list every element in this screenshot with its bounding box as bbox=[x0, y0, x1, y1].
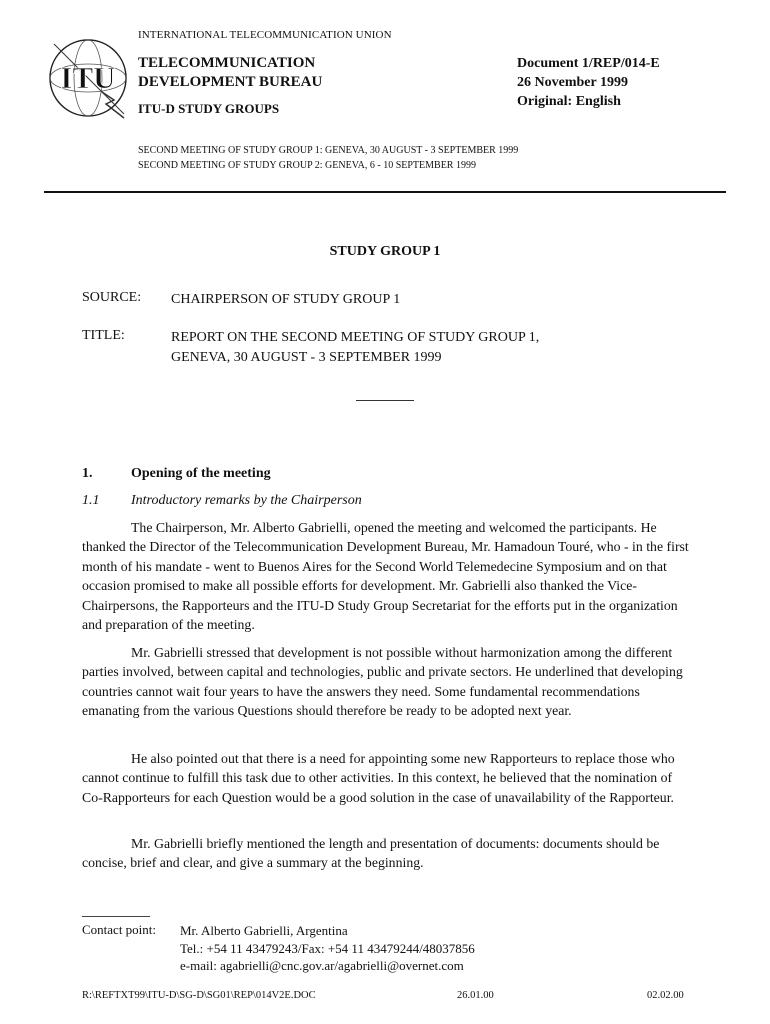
subsection-number: 1.1 bbox=[82, 493, 100, 508]
separator-line bbox=[356, 400, 414, 401]
bureau-line-2: DEVELOPMENT BUREAU bbox=[138, 74, 323, 90]
source-label: SOURCE: bbox=[82, 290, 142, 305]
contact-name: Mr. Alberto Gabrielli, Argentina bbox=[180, 923, 348, 938]
title-line-2: GENEVA, 30 AUGUST - 3 SEPTEMBER 1999 bbox=[171, 350, 442, 365]
header-divider bbox=[44, 191, 726, 193]
contact-details bbox=[180, 922, 475, 975]
bureau-name bbox=[138, 54, 322, 92]
document-info bbox=[517, 54, 660, 111]
meeting-lines bbox=[138, 143, 518, 173]
contact-phone: Tel.: +54 11 43479243/Fax: +54 11 43479244/48037856 bbox=[180, 940, 475, 956]
logo-text: ITU bbox=[60, 60, 116, 95]
title-label: TITLE: bbox=[82, 328, 125, 343]
body-paragraph-1: The Chairperson, Mr. Alberto Gabrielli, opened the meeting and welcomed the participants. He thanked the Director of the Telecommunication Development Bureau, Mr. Hamadoun Touré, who - in the first month of his mandate - went to Buenos Aires for the Second World Telemedecine Symposium and on that occasion promised to make all possible efforts for development. Mr. Gabrielli also thanked the Vice-Chairpersons, the Rapporteurs and the ITU-D Study Group Secretariat for the efforts put in the organization and preparation of the meeting. bbox=[82, 520, 689, 633]
body-paragraph-2: Mr. Gabrielli stressed that development is not possible without harmonization among the different parties involved, between capital and technologies, public and private sectors. He underlined that developing countries cannot wait four years to have the answers they need. Some fundamental recommendations emanating from the various Questions should therefore be ready to be adopted next year. bbox=[82, 645, 683, 719]
section-heading: Opening of the meeting bbox=[131, 466, 271, 481]
source-value: CHAIRPERSON OF STUDY GROUP 1 bbox=[171, 292, 401, 307]
meeting-line-1: SECOND MEETING OF STUDY GROUP 1: GENEVA, 30 AUGUST - 3 SEPTEMBER 1999 bbox=[138, 145, 519, 156]
contact-email: e-mail: agabrielli@cnc.gov.ar/agabrielli@overnet.com bbox=[180, 958, 464, 973]
itu-logo bbox=[44, 34, 134, 124]
document-original-language: Original: English bbox=[517, 94, 621, 109]
organization-name: INTERNATIONAL TELECOMMUNICATION UNION bbox=[138, 29, 392, 41]
footer-file-path: R:\REFTXT99\ITU-D\SG-D\SG01\REP\014V2E.DOC bbox=[82, 990, 316, 1001]
footer-date-1: 26.01.00 bbox=[457, 990, 494, 1001]
bureau-line-1: TELECOMMUNICATION bbox=[138, 55, 316, 71]
footnote-divider bbox=[82, 916, 150, 917]
study-group-title: STUDY GROUP 1 bbox=[329, 244, 441, 259]
footer-date-2: 02.02.00 bbox=[647, 990, 684, 1001]
document-number: Document 1/REP/014-E bbox=[517, 56, 660, 71]
meeting-line-2: SECOND MEETING OF STUDY GROUP 2: GENEVA, 6 - 10 SEPTEMBER 1999 bbox=[138, 160, 476, 171]
title-line-1: REPORT ON THE SECOND MEETING OF STUDY GROUP 1, bbox=[171, 330, 540, 345]
study-groups-label: ITU-D STUDY GROUPS bbox=[138, 101, 280, 116]
body-paragraph-3: He also pointed out that there is a need for appointing some new Rapporteurs to replace those who cannot continue to fulfill this task due to other activities. In this context, he believed that the nomination of Co-Rapporteurs for each Question would be a good solution in the case of unavailability of the Rapporteur. bbox=[82, 751, 675, 805]
section-number: 1. bbox=[82, 466, 93, 481]
subsection-heading: Introductory remarks by the Chairperson bbox=[131, 493, 362, 508]
title-value bbox=[171, 328, 539, 368]
document-date: 26 November 1999 bbox=[517, 75, 628, 90]
contact-label: Contact point: bbox=[82, 922, 157, 937]
body-paragraph-4: Mr. Gabrielli briefly mentioned the length and presentation of documents: documents should be concise, brief and clear, and give a summary at the beginning. bbox=[82, 836, 660, 871]
